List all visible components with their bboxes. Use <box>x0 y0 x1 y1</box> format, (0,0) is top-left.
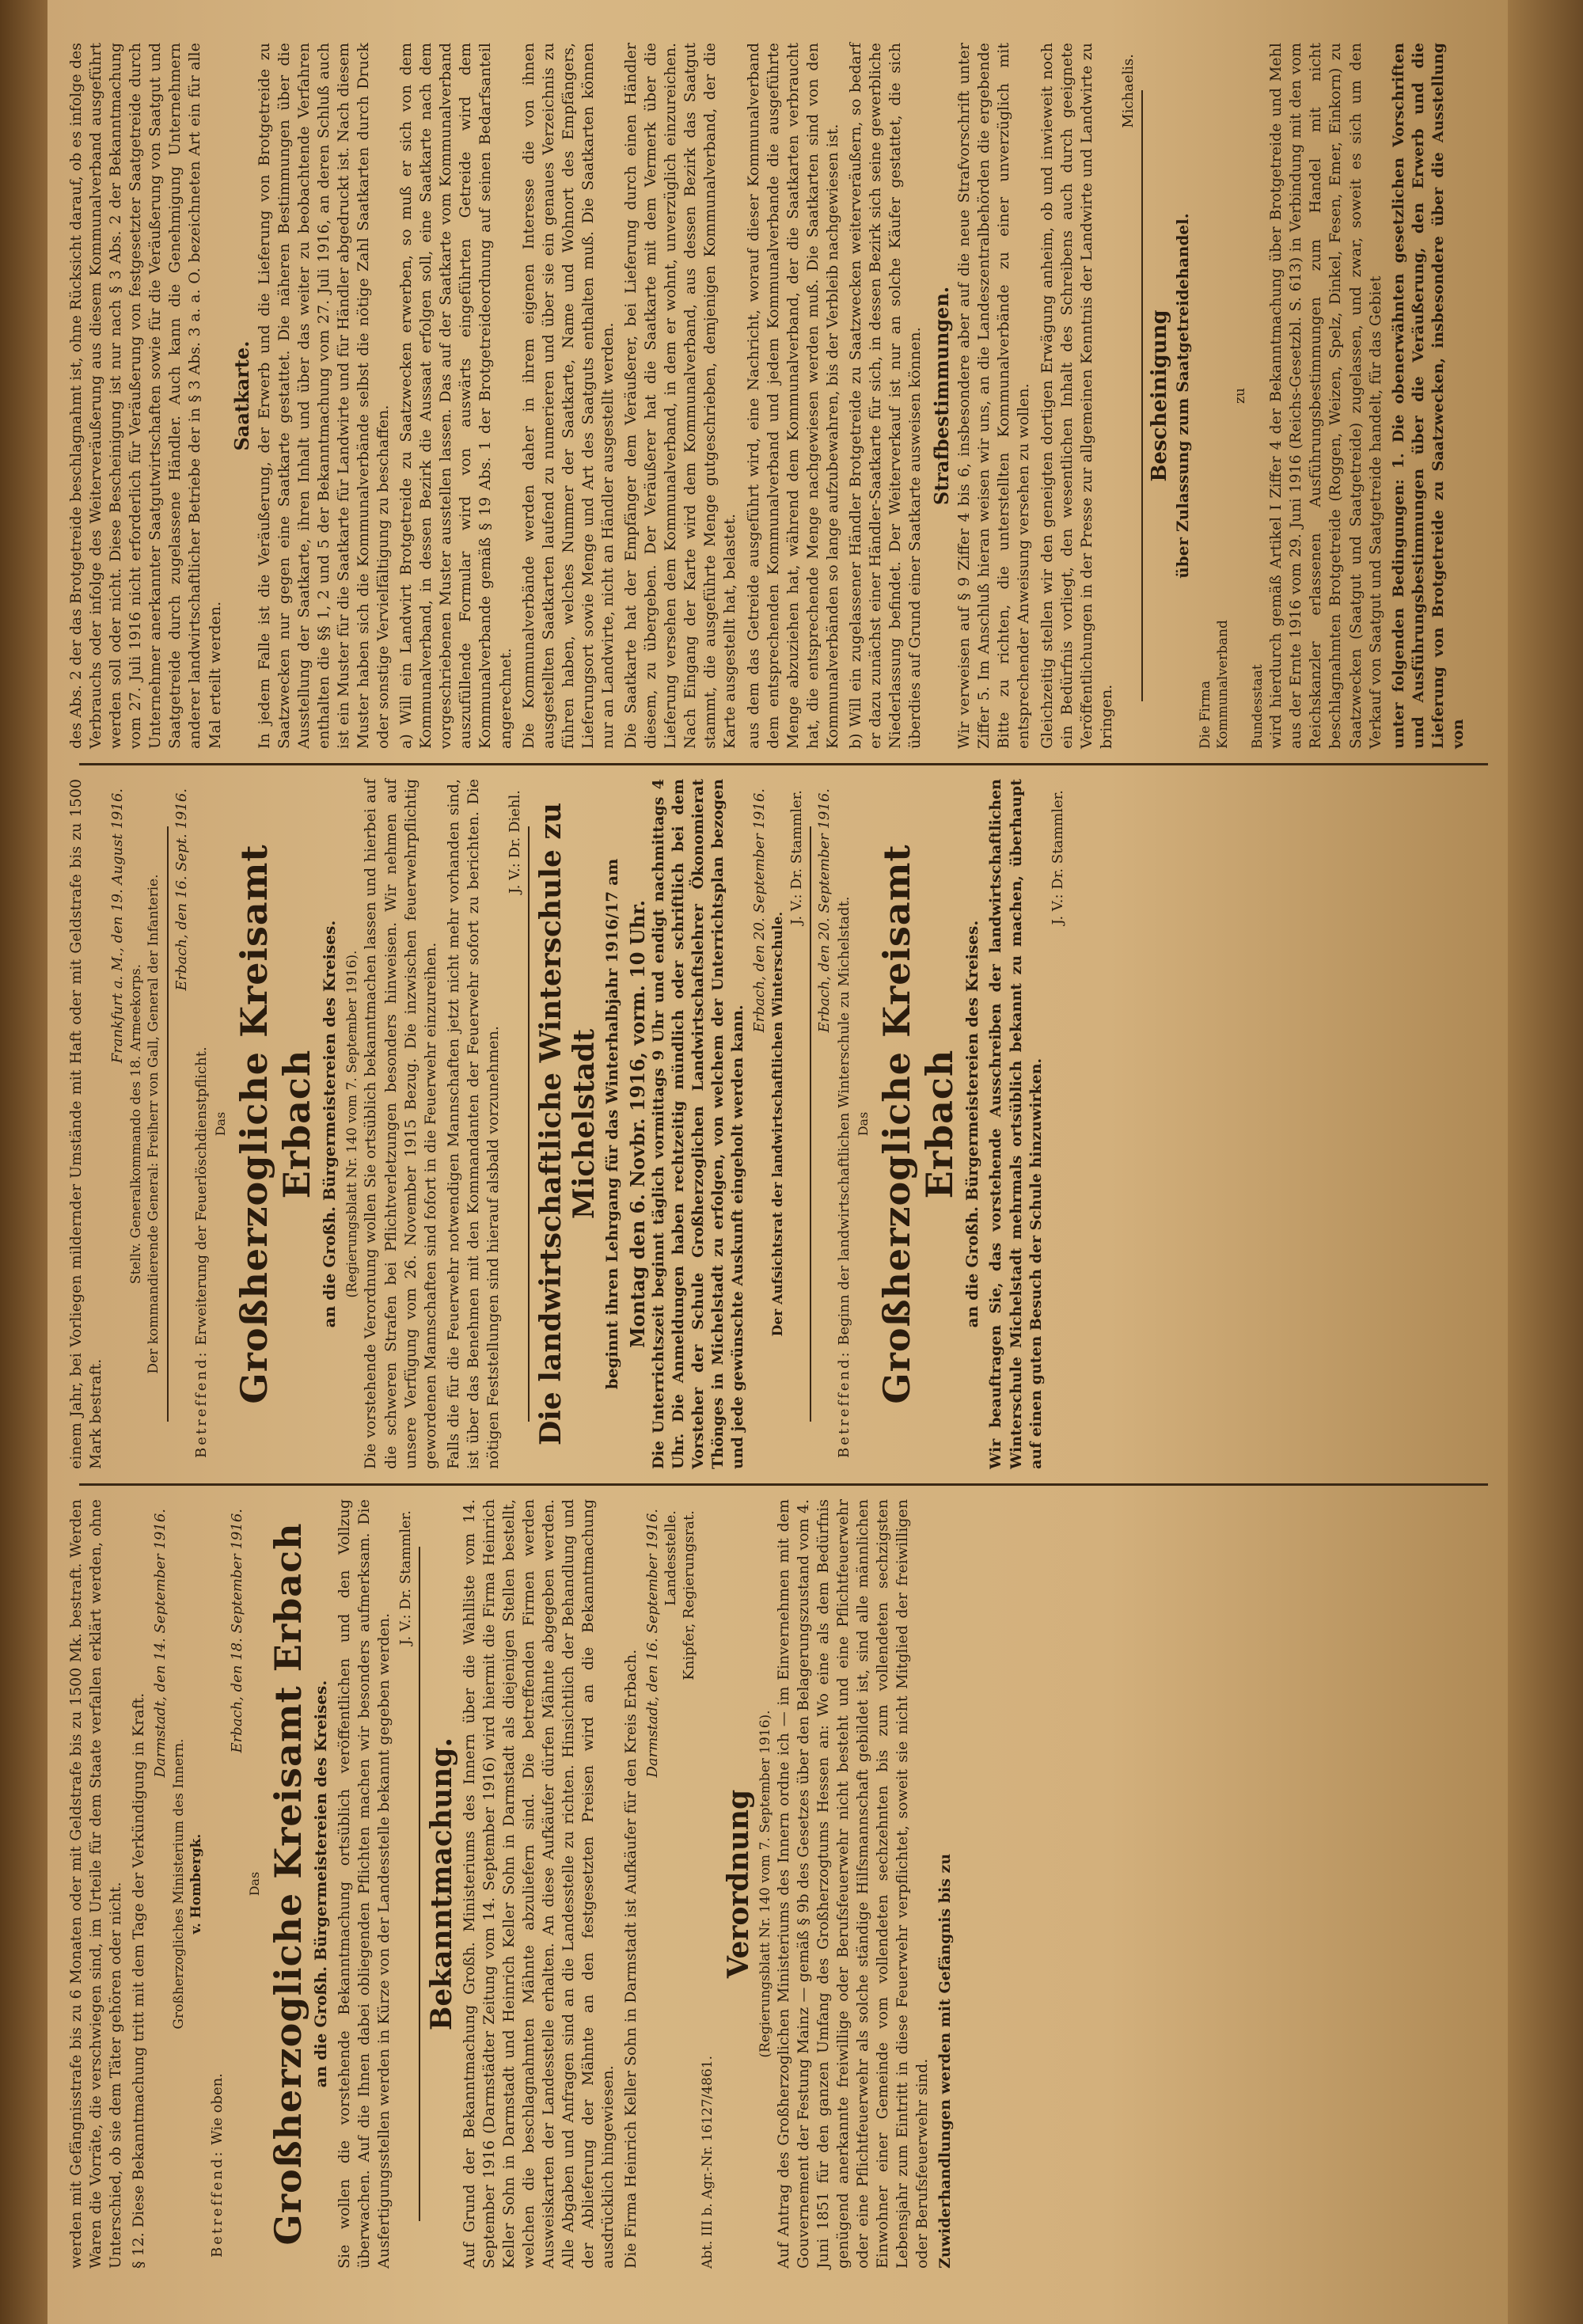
page-binding <box>0 0 47 2324</box>
office-subtitle: an die Großh. Bürgermeistereien des Kreises. <box>310 1680 330 2088</box>
signoff: J. V.: Dr. Stammler. <box>397 1510 414 1646</box>
school-text: Die Unterrichtszeit beginnt täglich vormittags 9 Uhr und endigt nachmittags 4 Uhr. Die Anmeldungen haben rechtzeitig mündlich oder schriftlich bei dem Vorsteher der Schule Großherzoglichen Landwirtschaftslehrer Ökonomierat Thönges in Michelstadt zu erfolgen, von welchem der Unterrichtsplan bezogen und jede gewünschte Auskunft eingeholt werden kann. <box>649 779 747 1469</box>
verordnung-title: Verordnung <box>721 1789 755 1979</box>
place-date: Darmstadt, den 14. September 1916. <box>152 1509 169 1778</box>
certificate-text: wird hierdurch gemäß Artikel I Ziffer 4 der Bekanntmachung über Brotgetreide und Mehl aus der Ernte 1916 vom 29. Juni 1916 (Reichs-Gesetzbl. S. 613) in Verbindung mit den vom Reichskanzler erlassenen Ausführungsbestimmungen zum Handel mit nicht beschlagnahmten Brotgetreide (Roggen, Weizen, Spelz, Dinkel, Fesen, Emer, Einkorn) zu Saatzwecken (Saatgut und Saatgetreide) zugelassen, und zwar, soweit es sich um den Verkauf von Saatgut und Saatgetreide handelt, für das Gebiet <box>1267 43 1384 749</box>
paragraph: In jedem Falle ist die Veräußerung, der Erwerb und die Lieferung von Brotgetreide zu Saatzwecken nur gegen eine Saatkarte gestattet. Die näheren Bestimmungen über die Ausstellung der Saatkarte, ihren Inhalt und über das weiter zu beobachtende Verfahren enthalten die §§ 1, 2 und 5 der Bekanntmachung vom 27. Juli 1916, an deren Schluß auch ist ein Muster für die Saatkarte für Landwirte und für Händler abgedruckt ist. Nach diesem Muster haben sich die Kommunalverbände selbst die nötige Zahl Saatkarten durch Druck oder sonstige Vervielfältigung zu beschaffen. <box>255 43 393 749</box>
school-signoff: J. V.: Dr. Stammler. <box>788 790 806 925</box>
certificate-firm: Die Firma <box>1197 680 1213 749</box>
office-title: Großherzogliche Kreisamt Erbach <box>233 844 319 1404</box>
notice-title: Bekanntmachung. <box>424 1737 458 2031</box>
certificate-conditions: unter folgenden Bedingungen: 1. Die obenerwähnten gesetzlichen Vorschriften und Ausführungsbestimmungen über die Veräußerung, den Erwerb und die Lieferung von Brotgetreide zu Saatzwecken, insbesondere über die Ausstellung von <box>1389 43 1467 749</box>
divider <box>167 826 169 1422</box>
verordnung-ref: (Regierungsblatt Nr. 140 vom 7. September 1916). <box>757 1710 773 2058</box>
local-date: Erbach, den 18. September 1916. <box>228 1509 245 1753</box>
paragraph: a) Will ein Landwirt Brotgetreide zu Saatzwecken erwerben, so muß er sich von dem Kommunalverband, in dessen Bezirk die Aussaat erfolgen soll, eine Saatkarte nach dem vorgeschriebenen Muster ausstellen lassen. Das auf der Saatkarte vom Kommunalverband auszufüllende Formular wird von auswärts eingeführten Getreide wird dem Kommunalverbande gemäß § 19 Abs. 1 der Brotgetreideordnung auf seinen Bedarfsanteil angerechnet. <box>397 43 514 749</box>
betreff-2 <box>836 790 852 1458</box>
divider <box>419 1547 420 2221</box>
verordnung-tail: Zuwiderhandlungen werden mit Gefängnis bis zu <box>936 1853 955 2269</box>
paragraph: des Abs. 2 der das Brotgetreide beschlagnahmt ist, ohne Rücksicht darauf, ob es infolge des Verbrauchs oder infolge des Weiterveräußerung aus diesem Kommunalverband ausgeführt werden soll oder nicht. Diese Bescheinigung ist nur nach § 3 Abs. 2 der Bekanntmachung vom 27. Juli 1916 nicht erforderlich für Veräußerung von festgesetzter Saatgetreide durch Unternehmer anerkannter Saatgutwirtschaften sowie für die Veräußerung von Saatgut und Saatgetreide durch zugelassene Händler. Auch kann die Genehmigung Unternehmern anderer landwirtschaftlicher Betriebe der in § 3 Abs. 3 a. a. O. bezeichneten Art ein für alle Mal erteilt werden. <box>67 43 224 749</box>
intro-paragraph: werden mit Gefängnisstrafe bis zu 6 Monaten oder mit Geldstrafe bis zu 1500 Mk. bestraft. Werden Waren die Vorräte, die verschwiegen sind, im Urteile für dem Staate verfallen erklärt werden, ohne Unterschied, ob sie dem Täter gehören oder nicht. <box>67 1499 125 2269</box>
divider <box>1141 90 1143 701</box>
school-date-2: Erbach, den 20. September 1916. <box>751 788 769 1033</box>
certificate-subtitle: über Zulassung zum Saatgetreidehandel. <box>1172 213 1192 579</box>
knipfer: Knipfer, Regierungsrat. <box>681 1510 698 1680</box>
betreff-label: Betreffend: <box>836 1350 853 1458</box>
column-rule <box>79 1483 1488 1486</box>
michaelis-signature: Michaelis. <box>1119 54 1137 128</box>
office-title: Großherzogliche Kreisamt Erbach <box>266 1522 309 2246</box>
instruction: Die vorstehende Verordnung wollen Sie ortsüblich bekanntmachen lassen und hierbei auf die schweren Strafen bei Pflichtverletzungen besonders hinweisen. Wir nehmen auf unsere Verfügung vom 26. November 1915 Bezug. Die inzwischen feuerwehrpflichtig gewordenen Mannschaften sind fofort in die Feuerwehr einzureihen. <box>362 779 439 1469</box>
betreff-label: Betreffend: <box>193 1350 211 1458</box>
betreff-text: Erweiterung der Feuerlöschdienstpflicht. <box>193 1046 211 1346</box>
command: Stellv. Generalkommando des 18. Armeekorps. <box>128 963 145 1285</box>
firm-date: Darmstadt, den 16. September 1916. <box>644 1509 662 1778</box>
column-rule <box>79 763 1488 765</box>
betreff-text: Beginn der landwirtschaftlichen Winterschule zu Michelstadt. <box>836 896 853 1346</box>
column-right <box>63 32 1504 760</box>
signoff: J. V.: Dr. Stammler. <box>1049 790 1066 925</box>
notice-text: Auf Grund der Bekanntmachung Großh. Ministeriums des Innern über die Wahlliste vom 14. September 1916 (Darmstädter Zeitung vom 14. September 1916) wird hiermit die Firma Heinrich Keller Sohn in Darmstadt und Heinrich Keller Sohn in Darmstadt als diejenigen Stellen bestellt, welchen die beschlagnahmten Mähnte abzuliefern sind. Die betreffenden Firmen werden Ausweiskarten der Landesstelle erhalten. An diese Aufkäufer dürfen Mähnte abgegeben werden. Alle Abgaben und Anfragen sind an die Landesstelle zu richten. Hinsichtlich der Behandlung und der Ablieferung der Mähnte an den festgesetzten Preisen wird an die Bekanntmachung ausdrücklich hingewiesen. <box>460 1499 617 2269</box>
school-title: Die landwirtschaftliche Winterschule zu Michelstadt <box>533 802 601 1446</box>
certificate-bundesstaat: Bundesstaat <box>1250 664 1266 749</box>
verordnung-text: Auf Antrag des Großherzoglichen Ministeriums des Innern ordne ich — im Einvernehmen mit dem Gouvernement der Festung Mainz — gemäß § 9b des Gesetzes über den Belagerungszustand vom 4. Juni 1851 für den ganzen Umfang des Großherzogtums Hessen an: Wo eine als dem Bedürfnis genügend anerkannte freiwillige oder Berufsfeuerwehr nicht besteht und eine Pflichtfeuerwehr oder eine Pflichtfeuerwehr als solche ständige Hilfsmannschaft gebildet ist, sind alle männlichen Einwohner einer Gemeinde vom vollendeten sechzehnten bis zum vollendeten sechzigsten Lebensjahr zum Eintritt in diese Feuerwehr verpflichtet, soweit sie nicht Mitglied der freiwilligen oder Berufsfeuerwehr sind. <box>774 1499 932 2269</box>
general: Der kommandierende General: Freiherr von Gall, General der Infanterie. <box>146 874 162 1374</box>
school-subtitle: beginnt ihren Lehrgang für das Winterhalbjahr 1916/17 am <box>602 858 621 1390</box>
certificate-zu: zu <box>1232 388 1249 404</box>
school-sign: Der Aufsichtsrat der landwirtschaftlichen Winterschule. <box>770 911 787 1337</box>
strafbestimmungen-title: Strafbestimmungen. <box>930 286 954 506</box>
instruction-3: Wir beauftragen Sie, das vorstehende Ausschreiben der landwirtschaftlichen Winterschule Michelstadt mehrmals ortsüblich bekannt zu machen, überhaupt auf einen guten Besuch der Schule hinzuwirken. <box>987 779 1045 1469</box>
section-12: § 12. Diese Bekanntmachung tritt mit dem Tage der Verkündigung in Kraft. <box>130 1692 148 2269</box>
signoff: J. V.: Dr. Diehl. <box>506 790 523 894</box>
office-subtitle: an die Großh. Bürgermeistereien des Kreises. <box>320 920 340 1328</box>
reference: (Regierungsblatt Nr. 140 vom 7. September 1916). <box>344 950 361 1298</box>
betreff-label: Betreffend: <box>208 2149 226 2258</box>
landesstelle: Landesstelle. <box>662 1510 680 1606</box>
place-date: Frankfurt a. M., den 19. August 1916. <box>109 788 127 1064</box>
saatkarte-title: Saatkarte. <box>230 340 253 451</box>
top-fragment: einem Jahr, bei Vorliegen mildernder Umstände mit Haft oder mit Geldstrafe bis zu 1500 Mark bestraft. <box>67 779 105 1469</box>
instruction: Sie wollen die vorstehende Bekanntmachung ortsüblich veröffentlichen und den Vollzug überwachen. Auf die Ihnen dabei obliegenden Pflichten machen wir besonders aufmerksam. Die Ausfertigungsstellen werden in Kürze von der Landesstelle bekannt gegeben werden. <box>335 1499 393 2269</box>
ministry: Großherzogliches Ministerium des Innern. <box>171 1738 188 2030</box>
paragraph: Die Kommunalverbände werden daher in ihrem eigenen Interesse die von ihnen ausgestellten Saatkarten laufend zu numerieren und über sie ein genaues Verzeichnis zu führen haben, welches Nummer der Saatkarte, Name und Wohnort des Empfängers, Lieferungsort sowie Menge und Art des Saatguts enthalten muß. Die Saatkarten können nur an Landwirte, nicht an Händler ausgestellt werden. <box>519 43 617 749</box>
paragraph: aus dem das Getreide ausgeführt wird, eine Nachricht, worauf dieser Kommunalverband dem entsprechenden Kommunalverband und jedem Kommunalverbande die ausgeführte Menge abzuziehen hat, während dem Kommunalverband, der die Saatkarten verbraucht hat, die entsprechende Menge nachgewiesen werden muß. Die Saatkarten sind von den Kommunalverbänden so lange aufzubewahren, bis der Verbleib nachgewiesen ist. <box>744 43 841 749</box>
reference-line: Abt. III b. Agr.-Nr. 16127/4861. <box>700 2055 716 2269</box>
school-date: Montag den 6. Novbr. 1916, vorm. 10 Uhr. <box>625 899 649 1349</box>
paragraph: Gleichzeitig stellen wir den geneigten dortigen Erwägung anheim, ob und inwieweit noch ein Bedürfnis vorliegt, den wesentlichen Inhalt des Schreibens auch durch geeignete Veröffentlichungen in der Presse zur allgemeinen Kenntnis der Landwirte und Landwirte zu bringen. <box>1038 43 1115 749</box>
firm-note: Die Firma Heinrich Keller Sohn in Darmstadt ist Aufkäufer für den Kreis Erbach. <box>622 1649 640 2269</box>
das-label: Das <box>856 1111 871 1137</box>
column-middle <box>63 768 1504 1480</box>
certificate-title: Bescheinigung <box>1147 309 1171 482</box>
office-title: Großherzogliche Kreisamt Erbach <box>875 844 962 1404</box>
betreff <box>193 790 210 1458</box>
office-subtitle: an die Großh. Bürgermeistereien des Kreises. <box>962 920 982 1328</box>
divider <box>810 826 811 1422</box>
instruction-2: Falls die für die Feuerwehr notwendigen Mannschaften jetzt nicht mehr vorhanden sind, ist über das Benehmen mit den Kommandanten der Feuerwehr sofort zu berichten. Die nötigen Feststellungen sind hierauf alsbald vorzunehmen. <box>444 779 502 1469</box>
betreff-text: Wie oben. <box>208 2073 226 2145</box>
paragraph: Wir verweisen auf § 9 Ziffer 4 bis 6, insbesondere aber auf die neue Strafvorschrift unter Ziffer 5. Im Anschluß hieran weisen wir uns, an die Landeszentralbehörden die ergebende Bitte zu richten, die unterstellten Kommunalverbände zu einer unverzüglich mit entsprechender Anweisung versehen zu wollen. <box>955 43 1033 749</box>
betreff <box>209 1510 226 2258</box>
das-label: Das <box>246 1871 262 1897</box>
school-date-3: Erbach, den 20. September 1916. <box>816 788 833 1033</box>
page-edge <box>1508 0 1583 2324</box>
column-left <box>63 1488 1504 2280</box>
rotated-print-surface <box>63 32 1504 2280</box>
das-label: Das <box>213 1111 229 1137</box>
paragraph: Die Saatkarte hat der Empfänger dem Veräußerer, bei Lieferung durch einen Händler diesem, zu übergeben. Der Veräußerer hat die Saatkarte mit dem Vermerk über die Lieferung versehen dem Kommunalverband, in dem er wohnt, unverzüglich einzureichen. Nach Eingang der Karte wird dem Kommunalverband, aus dessen Bezirk das Saatgut stammt, die ausgeführte Menge gutgeschrieben, demjenigen Kommunalverband, der die Karte ausgestellt hat, belastet. <box>622 43 739 749</box>
paragraph: b) Will ein zugelassener Händler Brotgetreide zu Saatzwecken weiterveräußern, so bedarf er dazu zunächst einer Händler-Saatkarte für sich, in dessen Bezirk sich seine gewerbliche Niederlassung befindet. Der Weiterverkauf ist nur an solche Käufer gestattet, die sich überdies auf Grund einer Saatkarte ausweisen können. <box>846 43 924 749</box>
local-date: Erbach, den 16. Sept. 1916. <box>173 788 191 991</box>
certificate-verband: Kommunalverband <box>1214 620 1231 749</box>
divider <box>528 826 530 1422</box>
minister: v. Hombergk. <box>188 1833 205 1935</box>
